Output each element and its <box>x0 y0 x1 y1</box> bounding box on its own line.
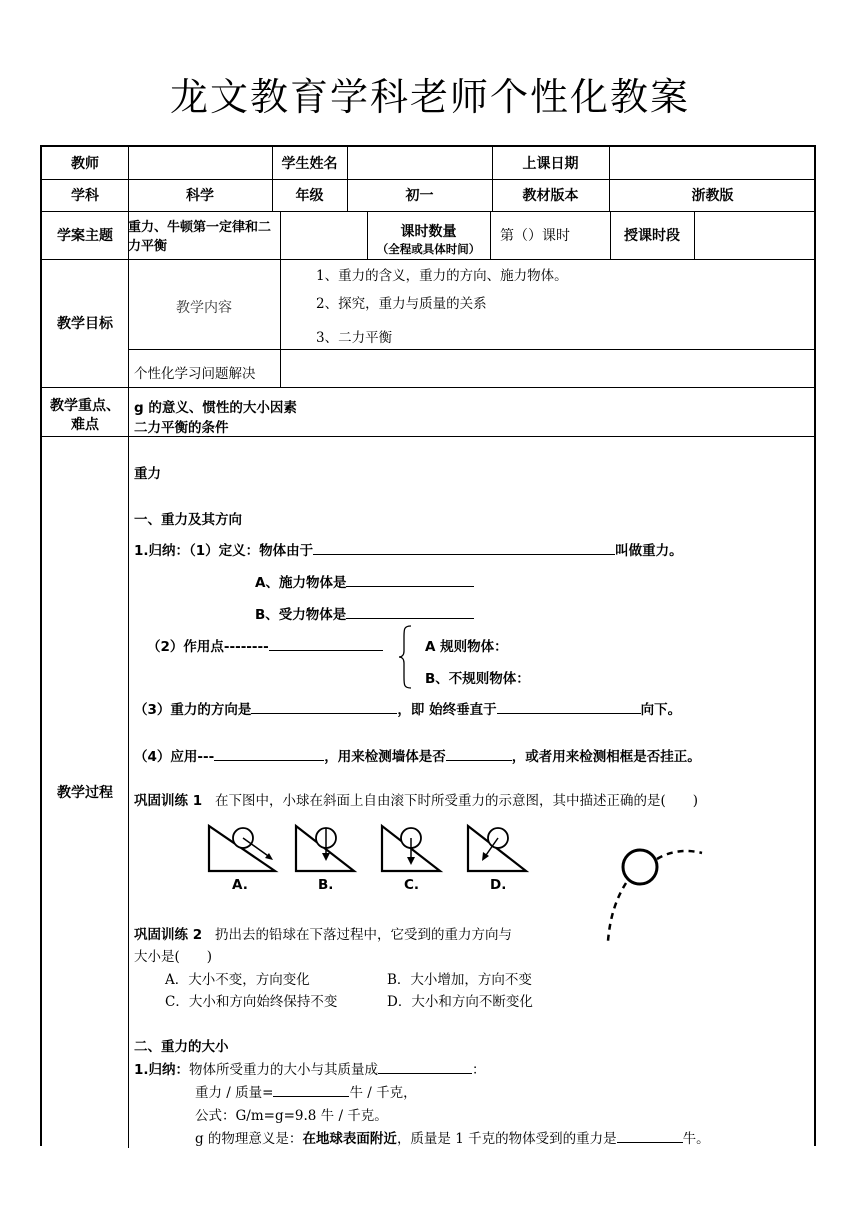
exercise-2: 巩固训练 2 扔出去的铅球在下落过程中，它受到的重力方向与 <box>134 927 512 943</box>
source-object-line: A、施力物体是 <box>255 571 474 591</box>
teacher-label: 教师 <box>71 156 99 172</box>
section-2-heading: 二、重力的大小 <box>134 1039 229 1055</box>
keypoint-2: 二力平衡的条件 <box>134 420 229 436</box>
hours-value: 第（）课时 <box>500 228 570 244</box>
figure-a-incline <box>207 823 277 873</box>
process-label: 教学过程 <box>57 785 113 801</box>
class-date-label: 上课日期 <box>522 156 579 172</box>
section-1-heading: 一、重力及其方向 <box>134 512 242 528</box>
gravity-heading: 重力 <box>134 466 161 482</box>
topic-value: 重力、牛顿第一定律和二力平衡 <box>128 220 272 254</box>
figure-b-incline <box>294 823 356 873</box>
definition-line: 1.归纳：（1）定义：物体由于 叫做重力。 <box>134 539 683 559</box>
exercise-2-continued: 大小是( ) <box>134 949 213 965</box>
topic-label: 学案主题 <box>57 228 113 244</box>
subject-label: 学科 <box>71 188 99 204</box>
keypoint-1: g 的意义、惯性的大小因素 <box>134 400 297 416</box>
content-label: 教学内容 <box>176 300 232 316</box>
formula-line: 公式：G/m=g=9.8 牛 / 千克。 <box>195 1108 388 1124</box>
keypoints-label-2: 难点 <box>71 417 99 433</box>
grade-label: 年级 <box>295 188 324 204</box>
figure-c-incline <box>380 823 442 873</box>
hours-subtitle: （全程或具体时间） <box>376 242 481 256</box>
edition-value: 浙教版 <box>691 188 734 204</box>
goal-item-2: 2、探究，重力与质量的关系 <box>316 296 487 312</box>
personal-learning-label: 个性化学习问题解决 <box>134 366 256 382</box>
student-name-label: 学生姓名 <box>281 156 338 172</box>
figure-label-d: D. <box>490 877 507 893</box>
figure-d-incline <box>466 823 528 873</box>
edition-label: 教材版本 <box>522 188 579 204</box>
hours-label: 课时数量 <box>400 224 457 240</box>
figure-label-c: C. <box>404 877 420 893</box>
shot-put-trajectory-figure <box>604 843 714 943</box>
g-meaning-line: g 的物理意义是：在地球表面附近，质量是 1 千克的物体受到的重力是 牛。 <box>195 1127 710 1147</box>
regular-object-line: A 规则物体： <box>425 639 508 655</box>
keypoints-label-1: 教学重点、 <box>50 398 120 414</box>
grade-value: 初一 <box>405 188 434 204</box>
option-b: B．大小增加，方向不变 <box>387 972 532 988</box>
page-title: 龙文教育学科老师个性化教案 <box>169 75 690 119</box>
subject-value: 科学 <box>186 188 214 204</box>
goal-item-3: 3、二力平衡 <box>316 330 393 346</box>
application-line: （4）应用--- ，用来检测墙体是否 ，或者用来检测相框是否挂正。 <box>134 745 701 765</box>
receiver-object-line: B、受力物体是 <box>255 603 474 623</box>
point-of-action-line: （2）作用点-------- <box>147 635 383 655</box>
irregular-object-line: B、不规则物体： <box>425 671 530 687</box>
goal-item-1: 1、重力的含义，重力的方向、施力物体。 <box>316 268 568 284</box>
brace-icon <box>398 625 412 689</box>
direction-line: （3）重力的方向是 ，即 始终垂直于 向下。 <box>134 698 681 718</box>
option-a: A．大小不变，方向变化 <box>165 972 310 988</box>
ratio-line: 重力 / 质量= 牛 / 千克， <box>195 1081 417 1101</box>
figure-label-b: B. <box>318 877 334 893</box>
proportion-line: 1.归纳：物体所受重力的大小与其质量成 ： <box>134 1058 486 1078</box>
goals-label: 教学目标 <box>57 316 113 332</box>
figure-label-a: A. <box>232 877 248 893</box>
option-d: D．大小和方向不断变化 <box>387 994 533 1010</box>
period-label: 授课时段 <box>624 228 680 244</box>
exercise-1: 巩固训练 1 在下图中，小球在斜面上自由滚下时所受重力的示意图，其中描述正确的是( ) <box>134 793 699 809</box>
option-c: C．大小和方向始终保持不变 <box>165 994 338 1010</box>
